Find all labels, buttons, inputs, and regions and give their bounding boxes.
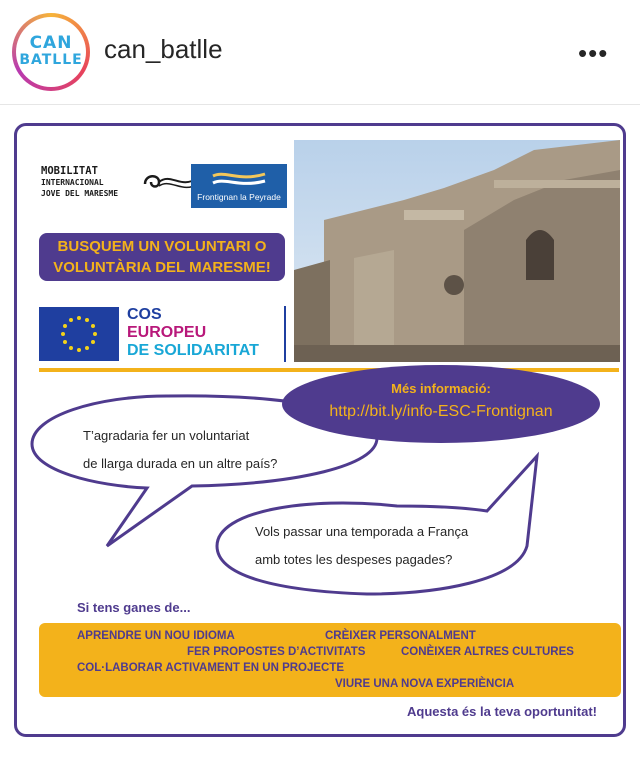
username-link[interactable]: can_batlle	[104, 34, 223, 64]
bubble2-line1: Vols passar una temporada a França	[255, 524, 469, 539]
info-title: Més informació:	[391, 381, 491, 396]
avatar-logo	[16, 17, 86, 87]
activities-box	[39, 623, 621, 697]
activity-item: CRÈIXER PERSONALMENT	[325, 630, 476, 642]
activity-item: CONÈIXER ALTRES CULTURES	[401, 646, 574, 658]
avatar-text-line2: BATLLE	[19, 52, 83, 68]
mobilitat-logo-line3: JOVE DEL MARESME	[41, 189, 119, 198]
activity-item: APRENDRE UN NOU IDIOMA	[77, 630, 235, 642]
avatar-text-line1: CAN	[29, 33, 73, 53]
banner-line1: BUSQUEM UN VOLUNTARI O	[57, 238, 267, 255]
frontignan-text: Frontignan la Peyrade	[197, 192, 281, 202]
activity-item: VIURE UNA NOVA EXPERIÈNCIA	[335, 678, 515, 690]
mobilitat-logo-line2: INTERNACIONAL	[41, 178, 104, 187]
closing-text: Aquesta és la teva oportunitat!	[407, 704, 597, 719]
info-url-link[interactable]: http://bit.ly/info-ESC-Frontignan	[329, 403, 553, 420]
bubble-text-2	[255, 518, 468, 574]
avatar[interactable]	[12, 13, 90, 91]
mobilitat-logo-line1: MOBILITAT	[41, 165, 98, 177]
info-oval	[282, 365, 600, 443]
ganes-heading: Si tens ganes de...	[77, 600, 191, 615]
post-header	[0, 0, 640, 105]
bubble1-line2: de llarga durada en un altre país?	[83, 456, 278, 471]
bubble1-line1: T’agradaria fer un voluntariat	[83, 428, 250, 443]
cos-line2: EUROPEU	[127, 324, 207, 341]
banner-line2: VOLUNTÀRIA DEL MARESME!	[53, 259, 271, 276]
cos-line3: DE SOLIDARITAT	[127, 342, 259, 359]
more-horizontal-icon[interactable]: •••	[578, 38, 609, 68]
cos-line1: COS	[127, 306, 162, 323]
activity-item: FER PROPOSTES D’ACTIVITATS	[187, 646, 366, 658]
bubble-text-1	[83, 422, 277, 478]
activity-item: COL·LABORAR ACTIVAMENT EN UN PROJECTE	[77, 662, 345, 674]
bubble2-line2: amb totes les despeses pagades?	[255, 552, 453, 567]
post-image[interactable]	[14, 123, 626, 737]
